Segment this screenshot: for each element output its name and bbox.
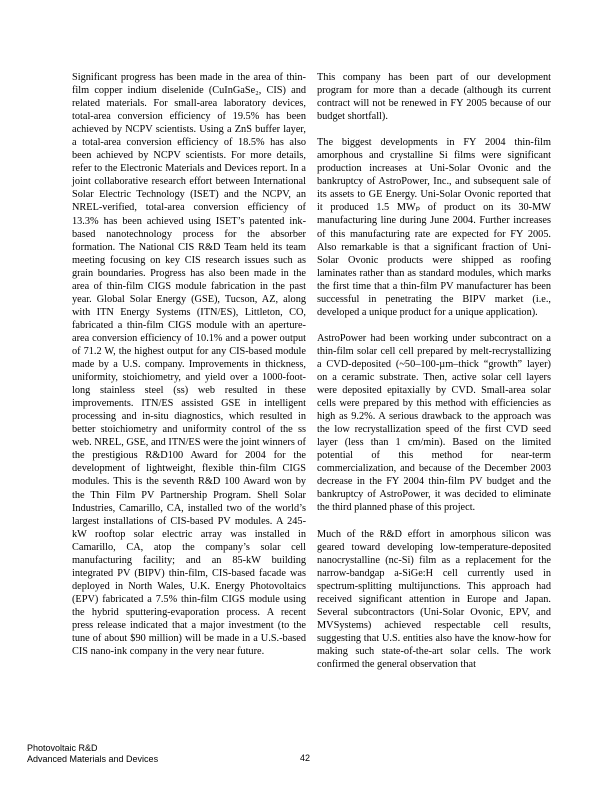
page-number: 42 bbox=[300, 753, 311, 763]
right-column bbox=[317, 71, 551, 684]
body-paragraph: Much of the R&D effort in amorphous silicon was geared toward developing low-temperature-deposited nanocrystalline (nc-Si) film as a replacement for the narrow-bandgap a-SiGe:H cell currently used in spectrum-splitting multijunctions. This approach had received significant attention in Europe and Japan. Several subcontractors (Uni-Solar Ovonic, EPV, and MVSystems) achieved respectable cell results, suggesting that U.S. entities also have the know-how for making such state-of-the-art solar cells. The work confirmed the general observation that bbox=[317, 528, 551, 670]
footer-section-title: Advanced Materials and Devices bbox=[27, 753, 159, 764]
body-paragraph: AstroPower had been working under subcontract on a thin-film solar cell cell prepared by melt-recrystallizing a CVD-deposited (~50–100-µm–thick “growth” layer) on a ceramic substrate. Then, active solar cell layers were deposited epitaxially by CVD. Small-area solar cells were prepared by this method with efficiencies as high as 9.2%. A serious drawback to the approach was the low recrystallization speed of the first CVD seed layer (less than 1 cm/min). Based on the limited potential of this method for near-term commercialization, and because of the December 2003 decrease in the FY 2004 thin-film PV budget and the bankruptcy of AstroPower, it was decided to eliminate the third planned phase of this project. bbox=[317, 332, 551, 514]
body-paragraph: Significant progress has been made in the area of thin-film copper indium diselenide (CuInGaSe₂, CIS) and related materials. For small-area laboratory devices, total-area conversion efficiency of 19.5% has been achieved by NCPV scientists. Using a ZnS buffer layer, a total-area conversion efficiency of 18.5% has also been achieved by NCPV scientists. For more details, refer to the Electronic Materials and Devices report. In a joint collaborative research effort between International Solar Electric Technology (ISET) and the NCPV, an NREL-verified, total-area conversion efficiency of 13.3% has been achieved using ISET’s patented ink-based nanotechnology process for the absorber formation. The National CIS R&D Team held its team meeting focusing on key CIS research issues such as grain boundaries. Progress has also been made in the area of thin-film CIGS module fabrication in the past year. Global Solar Energy (GSE), Tucson, AZ, along with ITN Energy Systems (ITN/ES), Littleton, CO, fabricated a thin-film CIGS module with an aperture-area conversion efficiency of 10.1% and a power output of 71.2 W, the highest output for any CIS-based module made by a U.S. company. Improvements in thickness, uniformity, stoichiometry, and yield over a 1000-foot-long stainless steel (ss) web resulted in these improvements. ITN/ES assisted GSE in intelligent processing and in-situ diagnostics, which resulted in better stoichiometry and uniformity control of the ss web. NREL, GSE, and ITN/ES were the joint winners of the prestigious R&D100 Award for 2004 for the development of lightweight, flexible thin-film CIGS modules. This is the seventh R&D 100 Award won by the Thin Film PV Partnership Program. Shell Solar Industries, Camarillo, CA, installed two of the world’s largest installations of CIS-based PV modules. A 245-kW rooftop solar electric array was installed in Camarillo, CA, atop the company’s solar cell manufacturing facility; and an 85-kW building integrated PV (BIPV) thin-film, CIS-based facade was deployed in North Wales, U.K. Energy Photovoltaics (EPV) fabricated a 7.5% thin-film CIGS module using the hybrid sputtering-evaporation process. A recent press release indicated that a major investment (to the tune of about $90 million) will be made in a U.S.-based CIS nano-ink company in the very near future. bbox=[72, 72, 306, 658]
body-paragraph: The biggest developments in FY 2004 thin-film amorphous and crystalline Si films were significant production increases at Uni-Solar Ovonic and the bankruptcy of AstroPower, Inc., and subsequent sale of its assets to GE Energy. Uni-Solar Ovonic reported that it produced 1.5 MWₚ of product on its 30-MW manufacturing line during June 2004. Further increases of this manufacturing rate are expected for FY 2005. Also remarkable is that a significant fraction of Uni-Solar Ovonic products were shipped as roofing laminates rather than as standard modules, which marks the first time that a thin-film PV manufacturer has been successful in penetrating the BIPV market (i.e., developed a unique product for a unique application). bbox=[317, 137, 551, 318]
body-paragraph: This company has been part of our development program for more than a decade (although its current contract will not be renewed in FY 2005 because of our budget shortfall). bbox=[317, 72, 551, 123]
left-column bbox=[72, 71, 306, 671]
page-footer bbox=[27, 743, 158, 764]
footer-report-title: Photovoltaic R&D bbox=[27, 743, 98, 753]
